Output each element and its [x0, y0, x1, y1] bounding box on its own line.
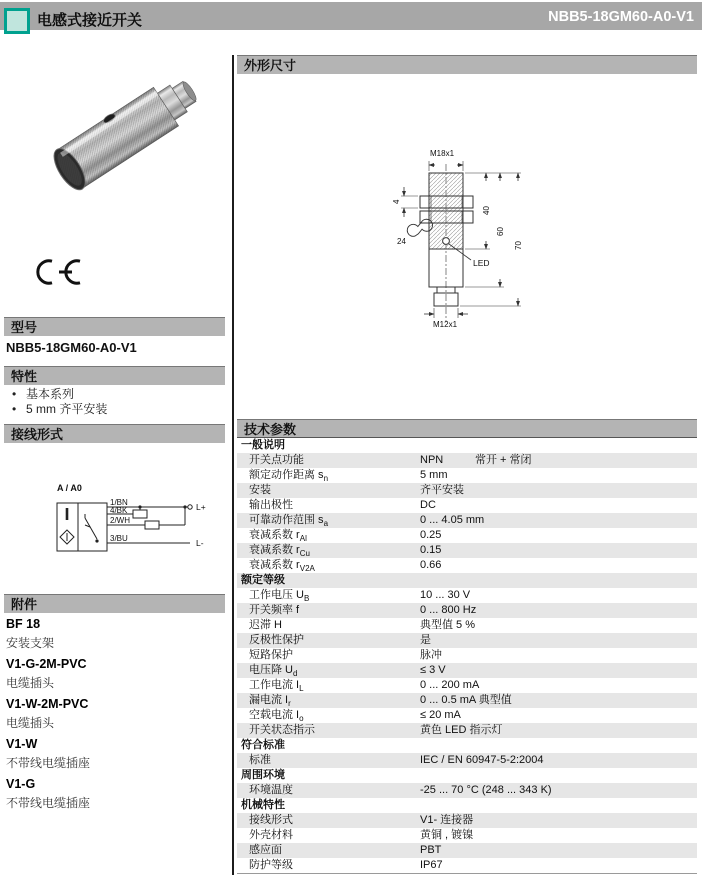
row-value: 10 ... 30 V: [420, 589, 471, 601]
section-bar-model: [4, 317, 225, 336]
terminal-label-lplus: L+: [196, 502, 206, 512]
wire-label-2wh: 2/WH: [110, 516, 130, 525]
table-row: [237, 708, 697, 723]
row-value: 齐平安装: [420, 484, 464, 496]
row-label: 标准: [249, 754, 271, 766]
row-label: 额定动作距离 $s_n$: [249, 469, 329, 483]
bullet-icon: •: [12, 387, 17, 401]
dim-label-led: LED: [473, 258, 490, 268]
row-value: DC: [420, 499, 436, 511]
header-model-number: NBB5-18GM60-A0-V1: [548, 9, 694, 25]
wire-label-1bn: 1/BN: [110, 498, 128, 507]
table-row: [237, 828, 697, 843]
table-section-header: 周围环境: [241, 769, 285, 781]
bullet-icon: •: [12, 402, 17, 416]
dimension-drawing: [385, 140, 545, 332]
table-row: [237, 618, 697, 633]
row-value-2: 常开 + 常闭: [475, 454, 532, 466]
model-number-text: NBB5-18GM60-A0-V1: [6, 340, 137, 355]
table-row: [237, 693, 697, 708]
section-bar-features: [4, 366, 225, 385]
page-header-bar: [0, 2, 702, 30]
table-row: [237, 588, 697, 603]
section-title-connection: 接线形式: [11, 427, 64, 442]
row-label: 短路保护: [249, 649, 293, 661]
accessory-name: V1-W-2M-PVC: [6, 697, 89, 711]
dim-label-4: 4: [392, 199, 401, 204]
wire-label-3bu: 3/BU: [110, 534, 128, 543]
section-bar-dimensions: [237, 55, 697, 74]
row-label: 可靠动作范围 $s_a$: [249, 514, 329, 528]
accessory-description: 电缆插头: [6, 676, 55, 690]
row-value: 0 ... 4.05 mm: [420, 514, 485, 526]
page-title: 电感式接近开关: [37, 12, 143, 29]
accessory-name: V1-G: [6, 777, 36, 791]
row-label: 环境温度: [249, 784, 293, 796]
dim-label-60: 60: [496, 227, 505, 236]
row-value: 0.66: [420, 559, 442, 571]
table-row: [237, 843, 697, 858]
table-bottom-rule: [237, 873, 697, 874]
row-value: ≤ 20 mA: [420, 709, 461, 721]
row-label: 外壳材料: [249, 829, 293, 841]
table-row: [237, 498, 697, 513]
table-row: [237, 558, 697, 573]
table-section-header: 一般说明: [241, 439, 285, 451]
wire-label-4bk: 4/BK: [110, 506, 128, 515]
dim-label-70: 70: [514, 241, 523, 250]
row-label: 工作电流 $I_L$: [249, 679, 304, 693]
row-value: ≤ 3 V: [420, 664, 446, 676]
row-value: 0 ... 800 Hz: [420, 604, 477, 616]
row-label: 开关状态指示: [249, 724, 315, 736]
table-row: [237, 513, 697, 528]
section-title-features: 特性: [11, 369, 38, 384]
table-row: [237, 678, 697, 693]
row-label: 感应面: [249, 844, 282, 856]
table-section-header: 机械特性: [241, 799, 285, 811]
row-label: 漏电流 $I_r$: [249, 694, 291, 708]
row-value: -25 ... 70 °C (248 ... 343 K): [420, 784, 552, 796]
row-value: 黄色 LED 指示灯: [420, 724, 503, 736]
table-section-header: 额定等级: [237, 573, 697, 588]
section-bar-accessories: [4, 594, 225, 613]
row-label: 电压降 $U_d$: [249, 664, 298, 678]
row-label: 防护等级: [249, 859, 293, 871]
wiring-diagram: [40, 470, 225, 575]
table-row: [237, 453, 697, 468]
row-value: 黄铜 , 镀镍: [420, 829, 474, 841]
row-value: 0.15: [420, 544, 442, 556]
features-list: [4, 387, 225, 417]
accessory-description: 不带线电缆插座: [6, 756, 91, 770]
table-row: [237, 648, 697, 663]
table-section-header: 符合标准: [241, 739, 285, 751]
dim-label-40: 40: [482, 206, 491, 215]
accessory-description: 不带线电缆插座: [6, 796, 91, 810]
section-title-tech: 技术参数: [244, 422, 297, 437]
table-row: [237, 633, 697, 648]
row-label: 迟滞 H: [249, 619, 282, 631]
accessory-description: 安装支架: [6, 636, 55, 650]
row-label: 空载电流 $I_o$: [249, 709, 304, 723]
dim-label-24: 24: [397, 237, 406, 246]
section-title-model: 型号: [11, 320, 38, 335]
row-label: 衰减系数 $r_{Cu}$: [249, 544, 310, 558]
row-value: 脉冲: [420, 649, 442, 661]
row-label: 开关频率 f: [249, 604, 300, 616]
accessory-name: BF 18: [6, 617, 41, 631]
row-label: 输出极性: [249, 499, 293, 511]
product-photo: [45, 62, 215, 202]
table-row: [237, 483, 697, 498]
table-row: [237, 753, 697, 768]
accessories-list: [6, 614, 225, 814]
row-label: 安装: [249, 484, 271, 496]
terminal-label-lminus: L-: [196, 538, 204, 548]
row-value: 0.25: [420, 529, 442, 541]
wiring-diagram-label: A / A0: [57, 483, 82, 493]
table-row: [237, 543, 697, 558]
brand-logo-square: [4, 8, 30, 34]
row-value: NPN: [420, 454, 444, 466]
row-value: IP67: [420, 859, 443, 871]
table-row: [237, 603, 697, 618]
accessory-name: V1-W: [6, 737, 38, 751]
ce-mark: [28, 255, 88, 289]
table-row: [237, 723, 697, 738]
row-value: 是: [420, 634, 431, 646]
row-value: 0 ... 200 mA: [420, 679, 480, 691]
section-bar-connection: [4, 424, 225, 443]
feature-item: [4, 387, 225, 402]
row-label: 衰减系数 $r_{V2A}$: [249, 559, 315, 573]
tech-table: [237, 438, 697, 873]
feature-item-label: 5 mm 齐平安装: [26, 402, 108, 416]
table-row: [237, 783, 697, 798]
row-label: 衰减系数 $r_{Al}$: [249, 529, 307, 543]
table-row: [237, 663, 697, 678]
column-divider: [232, 55, 234, 875]
feature-item-label: 基本系列: [26, 387, 75, 401]
row-value: 0 ... 0.5 mA 典型值: [420, 694, 512, 706]
table-row: [237, 468, 697, 483]
row-label: 工作电压 $U_B$: [249, 589, 310, 603]
table-row: [237, 858, 697, 873]
row-label: 接线形式: [249, 814, 293, 826]
feature-item: [4, 402, 225, 417]
dim-label-m12: M12x1: [433, 320, 458, 329]
section-title-dimensions: 外形尺寸: [244, 58, 297, 73]
row-value: 典型值 5 %: [420, 619, 476, 631]
section-title-accessories: 附件: [11, 597, 38, 612]
dim-label-m18: M18x1: [430, 149, 455, 158]
accessory-name: V1-G-2M-PVC: [6, 657, 87, 671]
section-bar-tech: [237, 419, 697, 438]
table-row: [237, 528, 697, 543]
accessory-description: 电缆插头: [6, 716, 55, 730]
row-value: IEC / EN 60947-5-2:2004: [420, 754, 544, 766]
row-label: 开关点功能: [249, 454, 304, 466]
row-value: V1- 连接器: [420, 814, 474, 826]
row-value: PBT: [420, 844, 442, 856]
row-value: 5 mm: [420, 469, 448, 481]
table-row: [237, 813, 697, 828]
row-label: 反极性保护: [249, 634, 304, 646]
